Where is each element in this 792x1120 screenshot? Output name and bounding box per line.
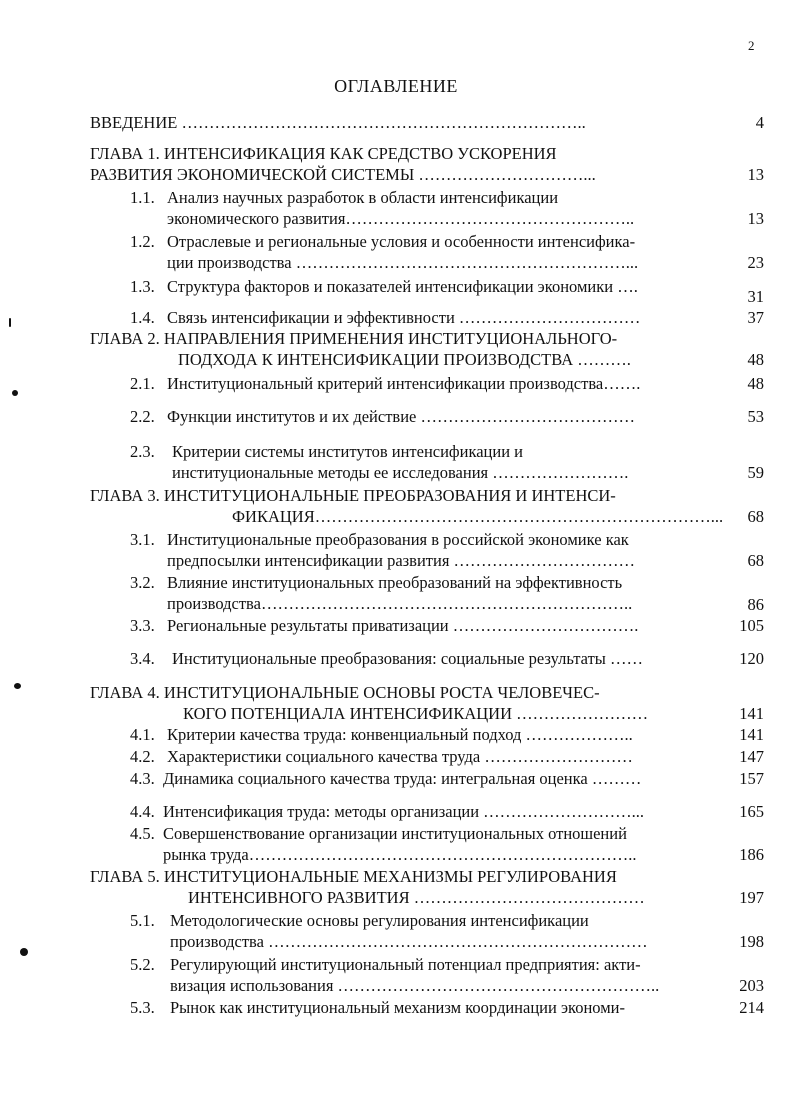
toc-entry-page: 157 — [739, 769, 764, 788]
toc-entry-page: 120 — [739, 649, 764, 668]
toc-entry-text: Регулирующий институциональный потенциал предприятия: акти- — [170, 955, 641, 974]
toc-chapter-4-cont: КОГО ПОТЕНЦИАЛА ИНТЕНСИФИКАЦИИ …………………… — [183, 704, 649, 723]
toc-entry-page: 68 — [747, 551, 764, 570]
toc-section-number: 5.1. — [130, 911, 155, 930]
toc-entry-intro — [90, 112, 586, 133]
toc-entry-text: экономического развития…………………………………………….. — [167, 209, 635, 228]
toc-section-number: 4.1. — [130, 725, 155, 744]
scan-mark — [14, 683, 21, 689]
toc-section-number: 1.1. — [130, 188, 155, 207]
toc-entry-page: 37 — [747, 308, 764, 327]
toc-section-number: 4.4. — [130, 802, 155, 821]
toc-section-number: 3.2. — [130, 573, 155, 592]
toc-entry-text: Влияние институциональных преобразований на эффективность — [167, 573, 623, 592]
toc-entry-text: Методологические основы регулирования интенсификации — [170, 911, 589, 930]
toc-section-5-3: Рынок как институциональный механизм координации экономи- — [170, 998, 625, 1017]
toc-entry-text: ции производства ……………………………………………………... — [167, 253, 639, 272]
toc-entry-text: производства …………………………………………………………… — [170, 932, 648, 951]
toc-entry-text: предпосылки интенсификации развития …………………………… — [167, 551, 636, 570]
toc-section-5-1 — [170, 910, 648, 952]
toc-section-number: 4.3. — [130, 769, 155, 788]
toc-entry-page: 105 — [739, 616, 764, 635]
toc-section-1-3: Структура факторов и показателей интенсификации экономики …. — [167, 277, 638, 296]
toc-entry-text: Институциональные преобразования в российской экономике как — [167, 530, 629, 549]
toc-section-5-2 — [170, 954, 659, 996]
toc-section-4-5 — [163, 823, 637, 865]
toc-section-1-2 — [167, 231, 638, 273]
toc-entry-page: 147 — [739, 747, 764, 766]
toc-section-number: 3.4. — [130, 649, 155, 668]
toc-section-number: 3.3. — [130, 616, 155, 635]
toc-entry-page: 48 — [747, 374, 764, 393]
toc-entry-text: производства………………………………………………………….. — [167, 594, 633, 613]
toc-chapter-3: ГЛАВА 3. ИНСТИТУЦИОНАЛЬНЫЕ ПРЕОБРАЗОВАНИЯ И ИНТЕНСИ- — [90, 486, 616, 505]
toc-entry-page: 186 — [739, 845, 764, 864]
toc-section-4-4: Интенсификация труда: методы организации ………………………... — [163, 802, 645, 821]
toc-section-number: 1.4. — [130, 308, 155, 327]
toc-section-3-1 — [167, 529, 635, 571]
toc-section-3-4: Институциональные преобразования: социальные результаты …… — [172, 649, 643, 668]
toc-section-3-3: Региональные результаты приватизации ……………………………. — [167, 616, 639, 635]
toc-entry-page: 53 — [747, 407, 764, 426]
toc-entry-page: 165 — [739, 802, 764, 821]
toc-section-4-1: Критерии качества труда: конвенциальный подход ……………….. — [167, 725, 633, 744]
toc-section-2-2: Функции институтов и их действие ………………………………… — [167, 407, 635, 426]
toc-section-4-2: Характеристики социального качества труда ……………………… — [167, 747, 633, 766]
toc-entry-text: Критерии системы институтов интенсификации и — [172, 442, 523, 461]
toc-section-number: 5.3. — [130, 998, 155, 1017]
toc-section-1-1 — [167, 187, 634, 229]
toc-entry-text: РАЗВИТИЯ ЭКОНОМИЧЕСКОЙ СИСТЕМЫ …………………………... — [90, 165, 596, 184]
toc-entry-page: 68 — [747, 507, 764, 526]
toc-entry-text: Совершенствование организации институциональных отношений — [163, 824, 627, 843]
scan-mark — [12, 390, 18, 396]
toc-entry-page: 198 — [739, 932, 764, 951]
toc-section-number: 2.2. — [130, 407, 155, 426]
toc-entry-text: институциональные методы ее исследования ……………………. — [172, 463, 629, 482]
toc-entry-page: 23 — [747, 253, 764, 272]
toc-entry-page: 86 — [747, 595, 764, 614]
page-number: 2 — [748, 38, 755, 53]
toc-entry-page: 48 — [747, 350, 764, 369]
toc-section-2-1: Институциональный критерий интенсификации производства……. — [167, 374, 641, 393]
toc-chapter-5-cont: ИНТЕНСИВНОГО РАЗВИТИЯ …………………………………… — [188, 888, 645, 907]
toc-entry-page: 214 — [739, 998, 764, 1017]
toc-chapter-1 — [90, 143, 596, 185]
toc-entry-page: 13 — [747, 209, 764, 228]
toc-section-2-3 — [172, 441, 628, 483]
toc-entry-text: Отраслевые и региональные условия и особенности интенсифика- — [167, 232, 636, 251]
toc-entry-text: Анализ научных разработок в области интенсификации — [167, 188, 559, 207]
toc-entry-page: 13 — [747, 165, 764, 184]
toc-entry-page: 141 — [739, 704, 764, 723]
toc-section-number: 4.5. — [130, 824, 155, 843]
toc-section-3-2 — [167, 572, 632, 614]
toc-entry-page: 4 — [755, 113, 764, 132]
toc-entry-page: 197 — [739, 888, 764, 907]
toc-entry-page: 203 — [739, 976, 764, 995]
toc-chapter-3-cont: ФИКАЦИЯ………………………………………………………………... — [232, 507, 724, 526]
toc-entry-text: ГЛАВА 1. ИНТЕНСИФИКАЦИЯ КАК СРЕДСТВО УСКОРЕНИЯ — [90, 144, 557, 163]
toc-section-number: 2.3. — [130, 442, 155, 461]
toc-section-number: 5.2. — [130, 955, 155, 974]
toc-section-1-4: Связь интенсификации и эффективности …………………………… — [167, 308, 641, 327]
toc-entry-text: визация использования ………………………………………………….. — [170, 976, 660, 995]
toc-section-number: 3.1. — [130, 530, 155, 549]
toc-entry-text: ВВЕДЕНИЕ ……………………………………………………………….. — [90, 113, 586, 132]
toc-entry-page: 141 — [739, 725, 764, 744]
toc-section-number: 2.1. — [130, 374, 155, 393]
toc-entry-page: 59 — [747, 463, 764, 482]
scan-mark — [9, 318, 11, 327]
scan-mark — [20, 948, 28, 956]
toc-chapter-4: ГЛАВА 4. ИНСТИТУЦИОНАЛЬНЫЕ ОСНОВЫ РОСТА ЧЕЛОВЕЧЕС- — [90, 683, 600, 702]
toc-chapter-2 — [90, 328, 617, 349]
toc-section-number: 4.2. — [130, 747, 155, 766]
toc-section-number: 1.2. — [130, 232, 155, 251]
toc-entry-text: ГЛАВА 2. НАПРАВЛЕНИЯ ПРИМЕНЕНИЯ ИНСТИТУЦИОНАЛЬНОГО- — [90, 329, 618, 348]
toc-entry-text: рынка труда…………………………………………………………….. — [163, 845, 637, 864]
toc-entry-page: 31 — [747, 287, 764, 306]
toc-section-4-3: Динамика социального качества труда: интегральная оценка ……… — [163, 769, 642, 788]
page-title: ОГЛАВЛЕНИЕ — [334, 76, 458, 96]
toc-chapter-5: ГЛАВА 5. ИНСТИТУЦИОНАЛЬНЫЕ МЕХАНИЗМЫ РЕГУЛИРОВАНИЯ — [90, 867, 617, 886]
toc-chapter-2-cont: ПОДХОДА К ИНТЕНСИФИКАЦИИ ПРОИЗВОДСТВА ………. — [178, 350, 631, 369]
toc-section-number: 1.3. — [130, 277, 155, 296]
